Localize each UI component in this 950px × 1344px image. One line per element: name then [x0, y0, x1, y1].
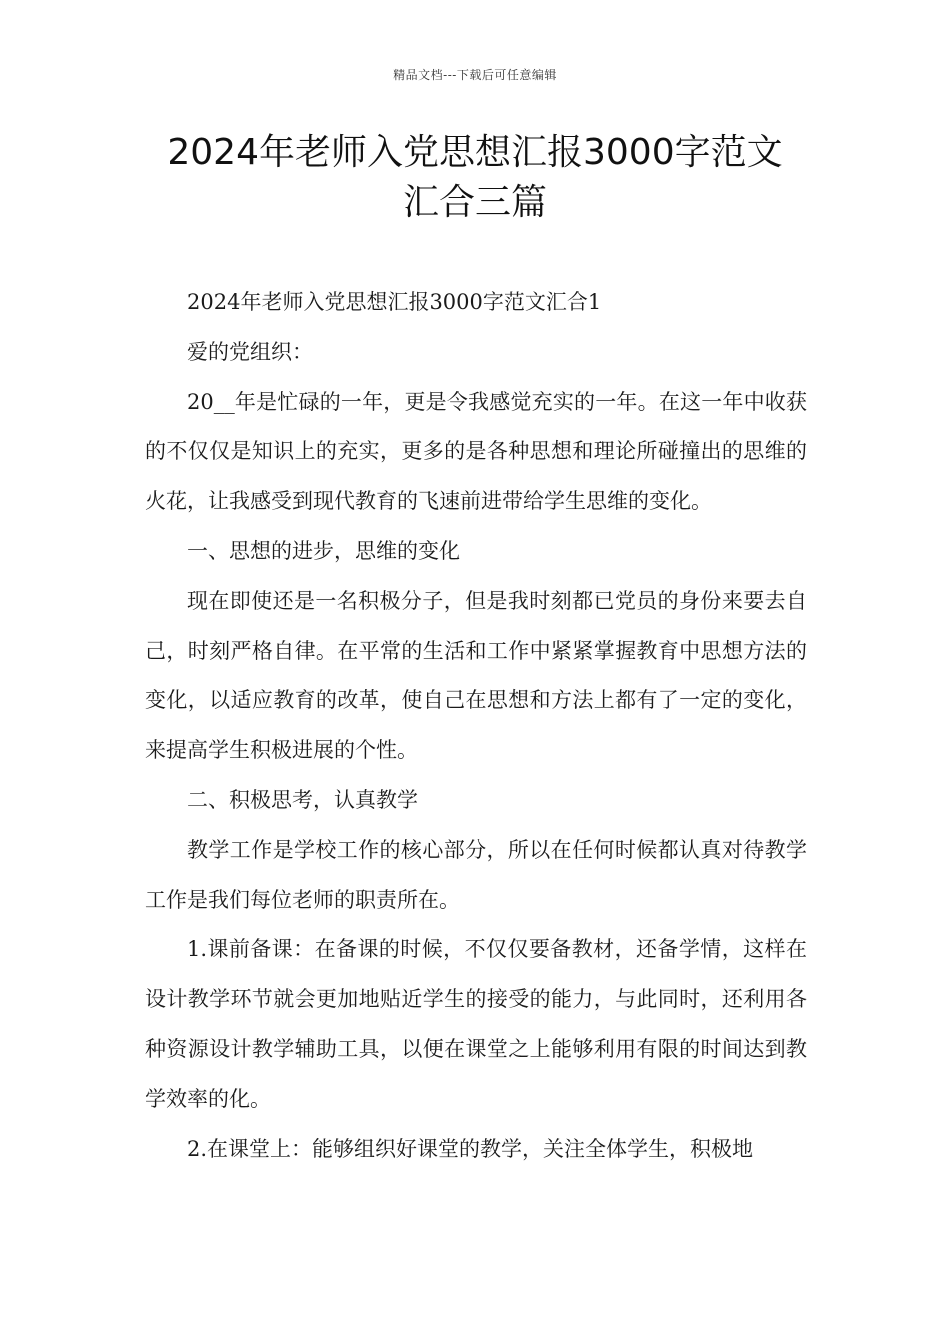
- body-paragraph: 1.课前备课：在备课的时候，不仅仅要备教材，还备学情，这样在设计教学环节就会更加地贴近学生的接受的能力，与此同时，还利用各种资源设计教学辅助工具，以便在课堂之上能够利用有限的时间达到教学效率的化。: [145, 937, 807, 1111]
- subheading: 一、思想的进步，思维的变化: [187, 538, 460, 563]
- body-paragraph: 20__年是忙碌的一年，更是令我感觉充实的一年。在这一年中收获的不仅仅是知识上的充实，更多的是各种思想和理论所碰撞出的思维的火花，让我感受到现代教育的飞速前进带给学生思维的变化。: [145, 389, 807, 514]
- body-paragraph: 2.在课堂上：能够组织好课堂的教学，关注全体学生，积极地: [187, 1136, 754, 1161]
- salutation: 爱的党组织：: [187, 339, 313, 364]
- document-body: [145, 278, 807, 1174]
- body-paragraph: 教学工作是学校工作的核心部分，所以在任何时候都认真对待教学工作是我们每位老师的职责所在。: [145, 837, 807, 912]
- subheading: 二、积极思考，认真教学: [187, 787, 418, 812]
- document-title: [120, 128, 830, 228]
- header-note: 精品文档---下载后可任意编辑: [393, 68, 557, 82]
- section-heading: 2024年老师入党思想汇报3000字范文汇合1: [187, 290, 602, 314]
- title-line-2: 汇合三篇: [402, 182, 547, 223]
- title-line-1: 2024年老师入党思想汇报3000字范文: [167, 132, 783, 173]
- body-paragraph: 现在即使还是一名积极分子，但是我时刻都已党员的身份来要去自己，时刻严格自律。在平常的生活和工作中紧紧掌握教育中思想方法的变化，以适应教育的改革，使自己在思想和方法上都有了一定的变化，来提高学生积极进展的个性。: [145, 588, 807, 763]
